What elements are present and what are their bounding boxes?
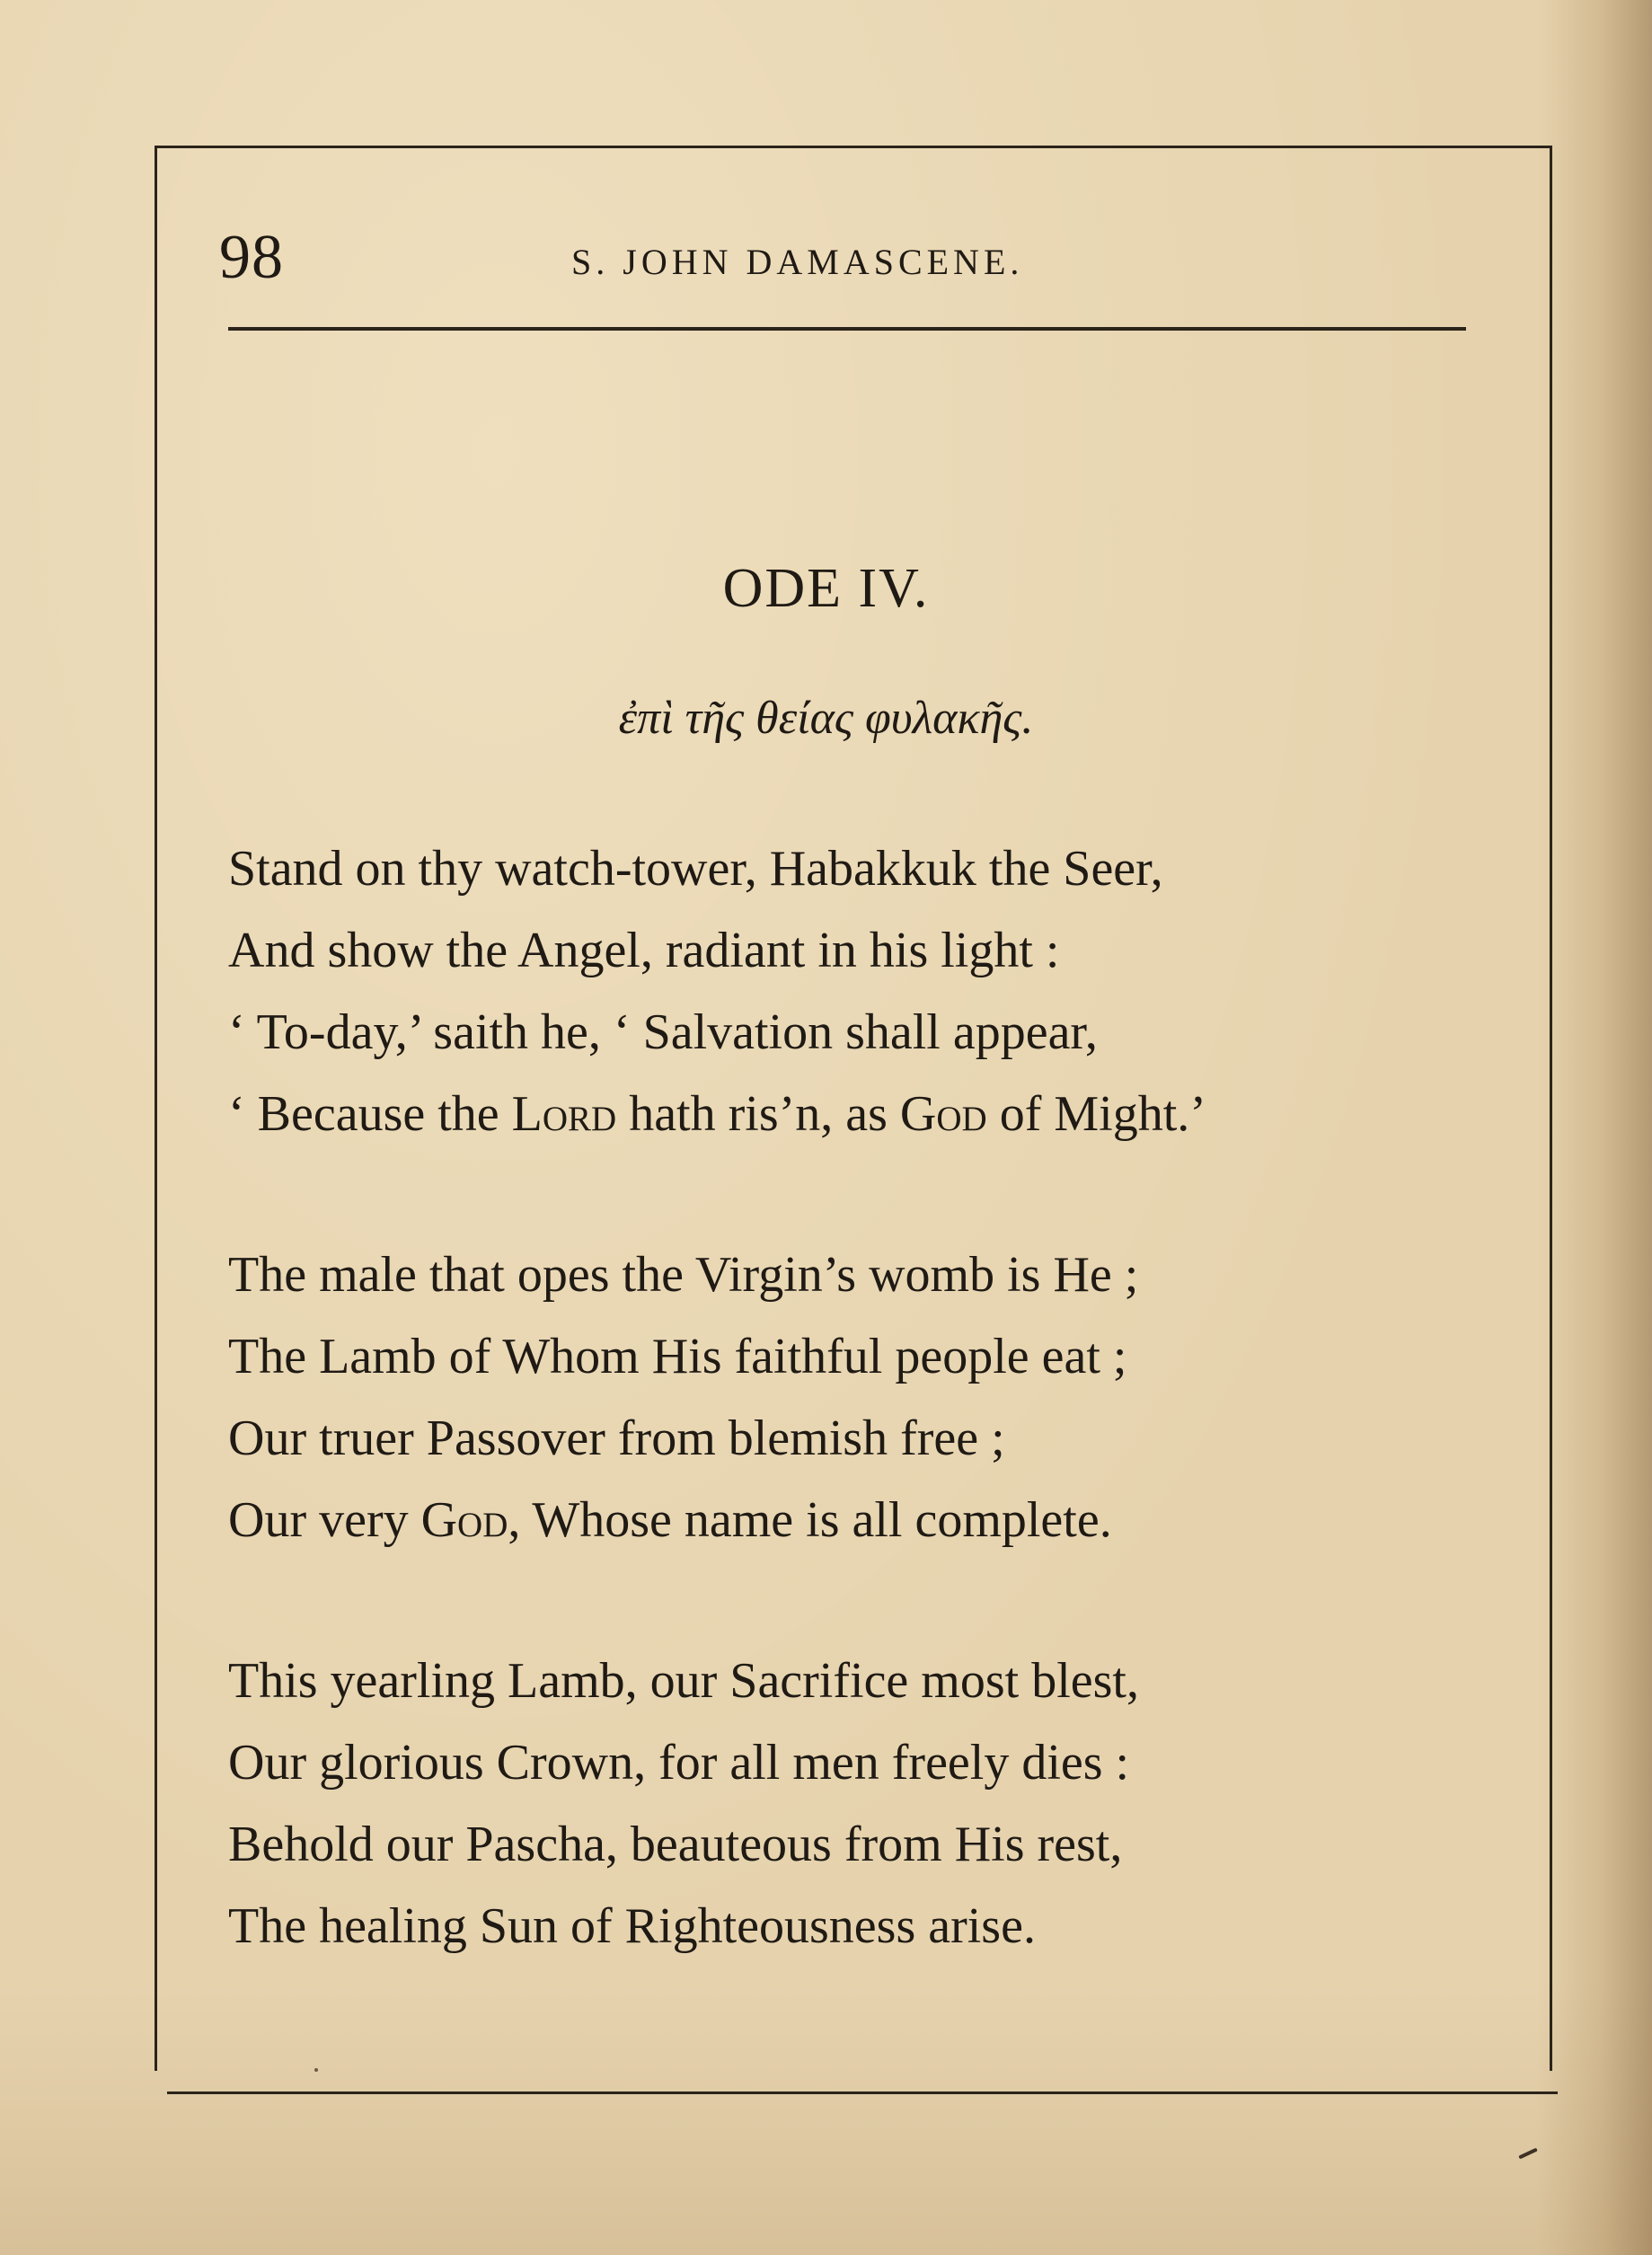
line-text: , Whose name is all complete. xyxy=(508,1492,1112,1548)
line-text: Behold our Pascha, beauteous from His rest, xyxy=(228,1817,1123,1872)
line-text: This yearling Lamb, our Sacrifice most blest, xyxy=(228,1653,1139,1709)
poem xyxy=(228,828,1540,2047)
ode-title: ODE IV. xyxy=(722,558,930,619)
poem-line xyxy=(228,1640,1540,1722)
poem-line xyxy=(228,828,1540,910)
header-rule xyxy=(228,327,1466,331)
poem-line xyxy=(228,910,1540,992)
line-text: Stand on thy watch-tower, Habakkuk the Seer, xyxy=(228,841,1163,897)
poem-line xyxy=(228,1234,1540,1316)
line-text: of Might.’ xyxy=(986,1086,1206,1142)
small-caps-word: Lord xyxy=(511,1086,617,1142)
line-text: Our truer Passover from blemish free ; xyxy=(228,1410,1005,1466)
poem-line xyxy=(228,1886,1540,1968)
running-head: S. JOHN DAMASCENE. xyxy=(571,242,1024,282)
poem-line xyxy=(228,1398,1540,1480)
small-caps-word: God xyxy=(420,1492,508,1548)
ink-smudge xyxy=(1518,2148,1538,2160)
poem-line xyxy=(228,1480,1540,1561)
poem-line xyxy=(228,1316,1540,1398)
line-text: And show the Angel, radiant in his light : xyxy=(228,923,1060,978)
greek-subtitle: ἐπὶ τῆς θείας φυλακῆς. xyxy=(618,693,1034,744)
stanza-3 xyxy=(228,1640,1540,1968)
line-text: hath ris’n, as xyxy=(616,1086,900,1142)
small-caps-word: God xyxy=(899,1086,987,1142)
line-text: The male that opes the Virgin’s womb is He ; xyxy=(228,1247,1139,1303)
line-text: Our glorious Crown, for all men freely dies : xyxy=(228,1735,1130,1791)
poem-line xyxy=(228,1074,1540,1155)
line-text: The healing Sun of Righteousness arise. xyxy=(228,1898,1036,1954)
line-text: The Lamb of Whom His faithful people eat ; xyxy=(228,1329,1127,1384)
page-number: 98 xyxy=(219,223,284,292)
line-text: Our very xyxy=(228,1492,421,1548)
line-text: ‘ Because the xyxy=(228,1086,512,1142)
line-text: ‘ To-day,’ saith he, ‘ Salvation shall appear, xyxy=(228,1004,1098,1060)
stanza-2 xyxy=(228,1234,1540,1561)
poem-line xyxy=(228,992,1540,1074)
poem-line xyxy=(228,1804,1540,1886)
poem-line xyxy=(228,1722,1540,1804)
stanza-1 xyxy=(228,828,1540,1155)
margin-dot xyxy=(314,2068,318,2072)
bottom-rule xyxy=(167,2091,1558,2094)
